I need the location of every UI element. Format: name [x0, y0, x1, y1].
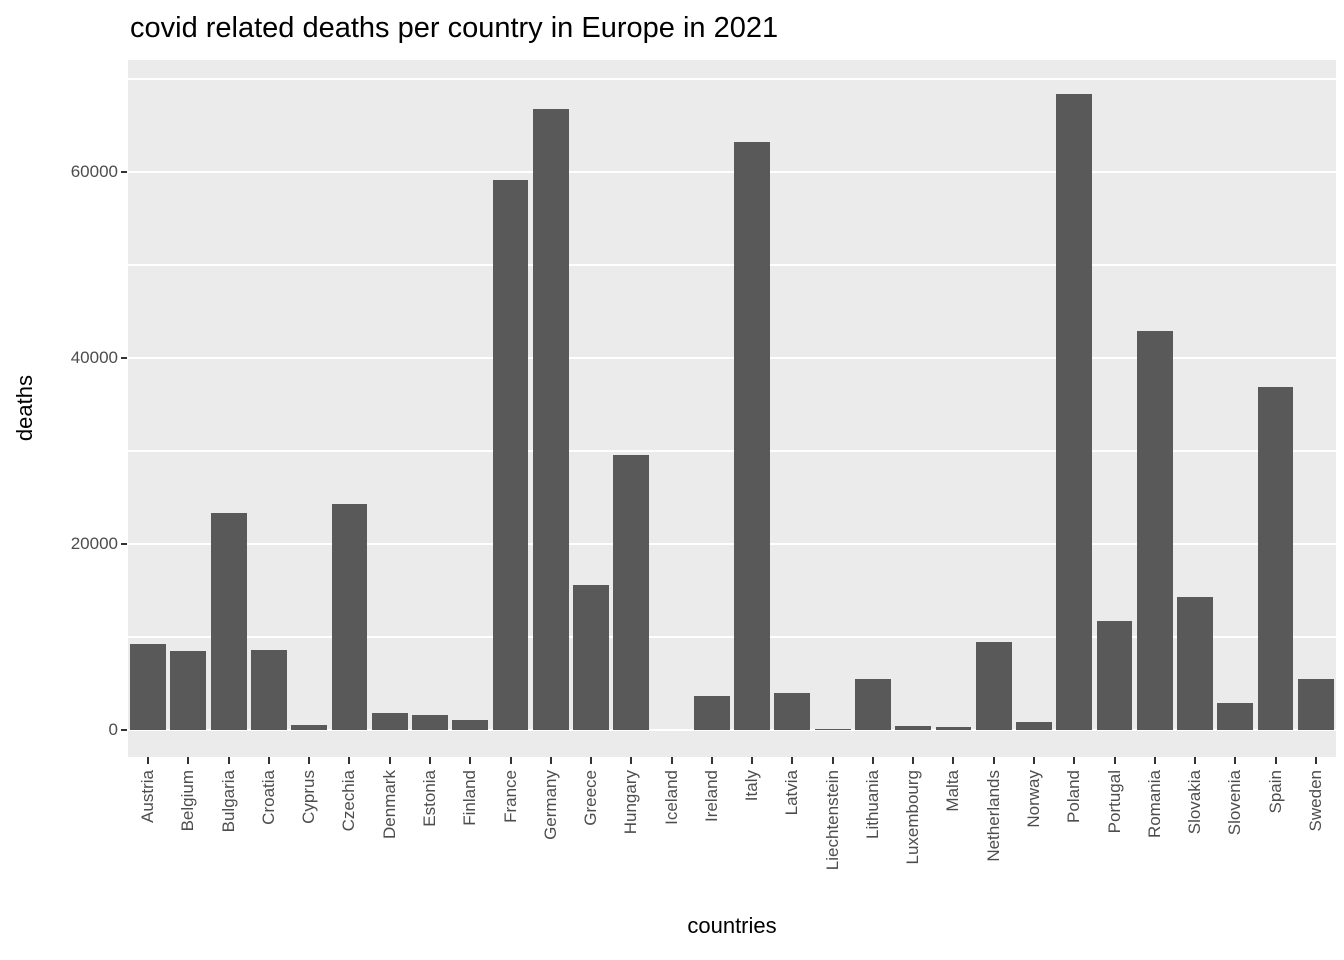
bar-estonia: [412, 715, 448, 730]
x-tick-mark: [550, 757, 552, 764]
x-tick-label-germany: Germany: [540, 770, 560, 840]
bar-slot: [128, 60, 168, 730]
bar-slot: [1135, 60, 1175, 730]
x-tick-mark: [187, 757, 189, 764]
x-tick-mark: [1275, 757, 1277, 764]
bar-slot: [893, 60, 933, 730]
x-tick-label-italy: Italy: [742, 770, 762, 802]
bar-slot: [209, 60, 249, 730]
x-axis-title: countries: [687, 913, 777, 938]
y-tick-mark: [121, 357, 127, 359]
x-tick-label-liechtenstein: Liechtenstein: [822, 770, 842, 871]
x-tick-mark: [308, 757, 310, 764]
x-tick-mark: [1315, 757, 1317, 764]
y-tick-mark: [121, 729, 127, 731]
x-tick-label-denmark: Denmark: [379, 770, 399, 839]
x-tick-label-romania: Romania: [1144, 770, 1164, 839]
bar-luxembourg: [895, 726, 931, 730]
y-tick-mark: [121, 171, 127, 173]
bar-slot: [651, 60, 691, 730]
bar-slot: [692, 60, 732, 730]
x-tick-label-portugal: Portugal: [1104, 770, 1124, 834]
bar-slot: [571, 60, 611, 730]
bar-netherlands: [976, 642, 1012, 729]
x-tick-label-lithuania: Lithuania: [862, 770, 882, 840]
x-tick-label-iceland: Iceland: [661, 770, 681, 825]
bar-slot: [531, 60, 571, 730]
x-tick-label-luxembourg: Luxembourg: [903, 770, 923, 865]
bar-italy: [734, 142, 770, 730]
bar-slot: [1054, 60, 1094, 730]
bar-slot: [410, 60, 450, 730]
x-tick-label-france: France: [500, 770, 520, 823]
x-tick-label-czechia: Czechia: [339, 770, 359, 832]
bar-slot: [289, 60, 329, 730]
bar-slot: [1014, 60, 1054, 730]
bar-malta: [936, 727, 972, 729]
bar-norway: [1016, 722, 1052, 729]
x-tick-mark: [751, 757, 753, 764]
bar-denmark: [372, 713, 408, 730]
x-tick-mark: [832, 757, 834, 764]
bar-slot: [813, 60, 853, 730]
x-tick-mark: [348, 757, 350, 764]
x-tick-label-sweden: Sweden: [1305, 770, 1325, 832]
bar-slot: [249, 60, 289, 730]
x-tick-mark: [1114, 757, 1116, 764]
bar-slot: [1296, 60, 1336, 730]
bar-poland: [1056, 94, 1092, 730]
x-tick-mark: [711, 757, 713, 764]
bar-greece: [573, 585, 609, 730]
bar-belgium: [170, 651, 206, 730]
plot-panel: [128, 60, 1336, 757]
x-tick-label-bulgaria: Bulgaria: [218, 770, 238, 833]
x-tick-label-netherlands: Netherlands: [983, 770, 1003, 862]
x-tick-mark: [1033, 757, 1035, 764]
bar-slot: [974, 60, 1014, 730]
x-tick-label-spain: Spain: [1265, 770, 1285, 814]
bar-slot: [1215, 60, 1255, 730]
x-tick-mark: [228, 757, 230, 764]
x-tick-label-poland: Poland: [1064, 770, 1084, 823]
bars-area: [128, 60, 1336, 757]
x-tick-mark: [872, 757, 874, 764]
bar-croatia: [251, 650, 287, 730]
bar-cyprus: [291, 725, 327, 730]
y-tick-label: 20000: [70, 534, 118, 553]
bar-slot: [450, 60, 490, 730]
bar-slot: [490, 60, 530, 730]
bar-slot: [329, 60, 369, 730]
x-tick-label-hungary: Hungary: [621, 770, 641, 835]
chart-title: covid related deaths per country in Europe in 2021: [130, 12, 779, 44]
y-tick-mark: [121, 543, 127, 545]
bar-slot: [853, 60, 893, 730]
y-tick-label: 40000: [70, 348, 118, 367]
x-tick-mark: [1234, 757, 1236, 764]
bar-slot: [732, 60, 772, 730]
bar-austria: [130, 644, 166, 730]
x-tick-label-greece: Greece: [581, 770, 601, 826]
bar-latvia: [774, 693, 810, 729]
x-tick-label-slovakia: Slovakia: [1185, 770, 1205, 835]
x-tick-label-slovenia: Slovenia: [1225, 770, 1245, 836]
x-tick-mark: [1154, 757, 1156, 764]
bar-lithuania: [855, 679, 891, 729]
x-tick-label-croatia: Croatia: [258, 770, 278, 825]
bar-slot: [611, 60, 651, 730]
bar-hungary: [613, 455, 649, 730]
x-tick-mark: [510, 757, 512, 764]
bar-slot: [1175, 60, 1215, 730]
x-tick-mark: [952, 757, 954, 764]
bar-slot: [772, 60, 812, 730]
bar-slovenia: [1217, 703, 1253, 729]
bar-sweden: [1298, 679, 1334, 730]
x-tick-mark: [268, 757, 270, 764]
x-axis-labels: [128, 770, 1336, 870]
bar-slot: [168, 60, 208, 730]
bar-ireland: [694, 696, 730, 730]
x-tick-mark: [1073, 757, 1075, 764]
x-tick-mark: [147, 757, 149, 764]
x-axis-ticks: [128, 757, 1336, 764]
bar-romania: [1137, 331, 1173, 730]
bar-bulgaria: [211, 513, 247, 730]
bar-finland: [452, 720, 488, 730]
bar-france: [493, 180, 529, 730]
x-tick-mark: [791, 757, 793, 764]
bar-slot: [1094, 60, 1134, 730]
x-tick-mark: [993, 757, 995, 764]
x-tick-label-latvia: Latvia: [782, 770, 802, 816]
bar-slot: [1255, 60, 1295, 730]
y-tick-label: 60000: [70, 162, 118, 181]
bar-slot: [933, 60, 973, 730]
x-tick-mark: [389, 757, 391, 764]
bar-czechia: [332, 504, 368, 730]
y-axis-title: deaths: [12, 375, 37, 442]
x-tick-label-norway: Norway: [1023, 770, 1043, 828]
x-tick-label-ireland: Ireland: [701, 770, 721, 822]
x-tick-mark: [630, 757, 632, 764]
x-tick-mark: [590, 757, 592, 764]
x-tick-mark: [912, 757, 914, 764]
x-tick-mark: [469, 757, 471, 764]
bar-slovakia: [1177, 597, 1213, 730]
bar-slot: [370, 60, 410, 730]
bar-germany: [533, 109, 569, 729]
y-tick-label: 0: [108, 720, 118, 739]
bar-liechtenstein: [815, 729, 851, 730]
bar-portugal: [1097, 621, 1133, 730]
x-tick-mark: [429, 757, 431, 764]
x-tick-mark: [671, 757, 673, 764]
bar-spain: [1258, 387, 1294, 730]
x-tick-label-austria: Austria: [138, 770, 158, 823]
x-tick-label-belgium: Belgium: [178, 770, 198, 832]
x-tick-label-malta: Malta: [943, 770, 963, 812]
x-tick-mark: [1194, 757, 1196, 764]
x-tick-label-cyprus: Cyprus: [299, 770, 319, 824]
x-tick-label-estonia: Estonia: [419, 770, 439, 827]
x-tick-label-finland: Finland: [460, 770, 480, 826]
